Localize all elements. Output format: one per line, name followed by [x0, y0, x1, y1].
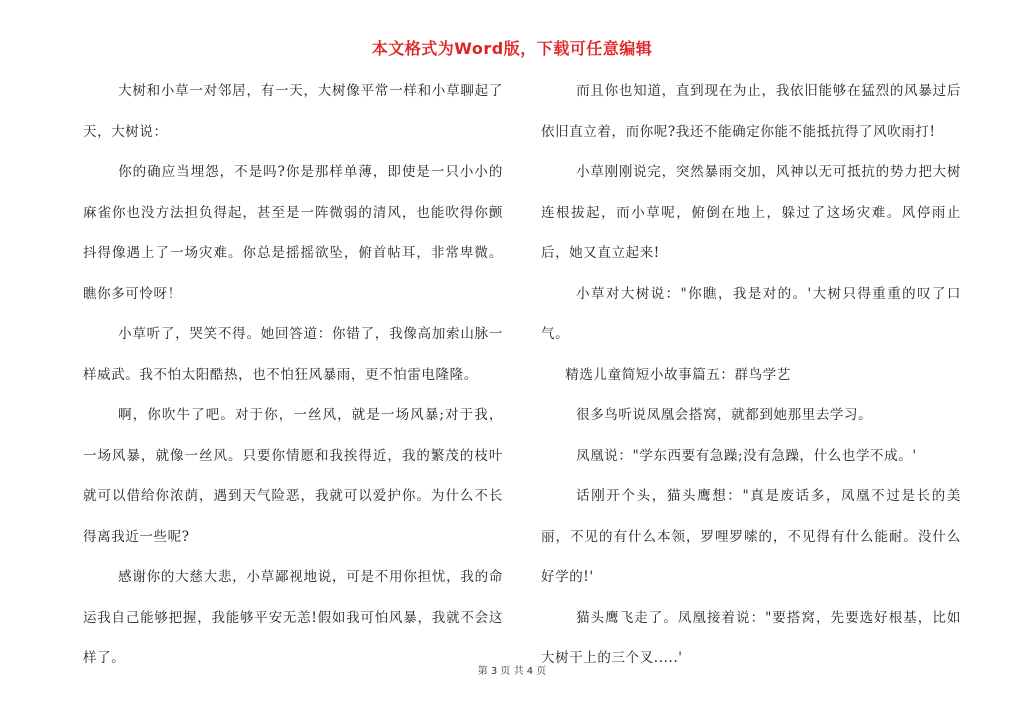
paragraph: 小草听了，哭笑不得。她回答道：你错了，我像高加索山脉一样威武。我不怕太阳酷热，也不怕狂风暴雨，更不怕雷电隆隆。	[83, 326, 503, 383]
paragraph: 猫头鹰飞走了。凤凰接着说："要搭窝，先要选好根基，比如大树干上的三个叉.....'	[541, 609, 961, 666]
paragraph: 小草刚刚说完，突然暴雨交加，风神以无可抵抗的势力把大树连根拔起，而小草呢，俯倒在地上，躲过了这场灾难。风停雨止后，她又直立起来!	[541, 164, 961, 261]
paragraph: 很多鸟听说凤凰会搭窝，就都到她那里去学习。	[576, 407, 873, 423]
paragraph: 小草对大树说："你瞧，我是对的。'大树只得重重的叹了口气。	[541, 285, 961, 342]
page-number: 第 3 页 共 4 页	[477, 666, 547, 677]
paragraph: 而且你也知道，直到现在为止，我依旧能够在猛烈的风暴过后依旧直立着，而你呢?我还不能确定你能不能抵抗得了风吹雨打!	[541, 83, 961, 140]
section-heading: 精选儿童简短小故事篇五：群鸟学艺	[565, 366, 791, 383]
download-banner: 本文格式为Word版，下载可任意编辑	[371, 39, 653, 58]
right-column	[541, 71, 961, 679]
paragraph: 大树和小草一对邻居，有一天，大树像平常一样和小草聊起了天，大树说：	[83, 83, 503, 140]
paragraph: 啊，你吹牛了吧。对于你，一丝风，就是一场风暴;对于我，一场风暴，就像一丝风。只要你情愿和我挨得近，我的繁茂的枝叶就可以借给你浓荫，遇到天气险恶，我就可以爱护你。为什么不长得离我近一些呢?	[83, 407, 503, 545]
paragraph: 你的确应当埋怨，不是吗?你是那样单薄，即使是一只小小的麻雀你也没方法担负得起，甚至是一阵微弱的清风，也能吹得你颤抖得像遇上了一场灾难。你总是摇摇欲坠，俯首帖耳，非常卑微。瞧你多可怜呀！	[83, 164, 503, 302]
paragraph: 感谢你的大慈大悲，小草鄙视地说，可是不用你担忧，我的命运我自己能够把握，我能够平安无恙!假如我可怕风暴，我就不会这样了。	[83, 569, 503, 666]
paragraph: 凤凰说："学东西要有急躁;没有急躁，什么也学不成。'	[576, 447, 917, 464]
paragraph: 话刚开个头，猫头鹰想："真是废话多，凤凰不过是长的美丽，不见的有什么本领，罗哩罗嗦的，不见得有什么能耐。没什么好学的!'	[541, 488, 961, 585]
left-column	[83, 71, 503, 679]
